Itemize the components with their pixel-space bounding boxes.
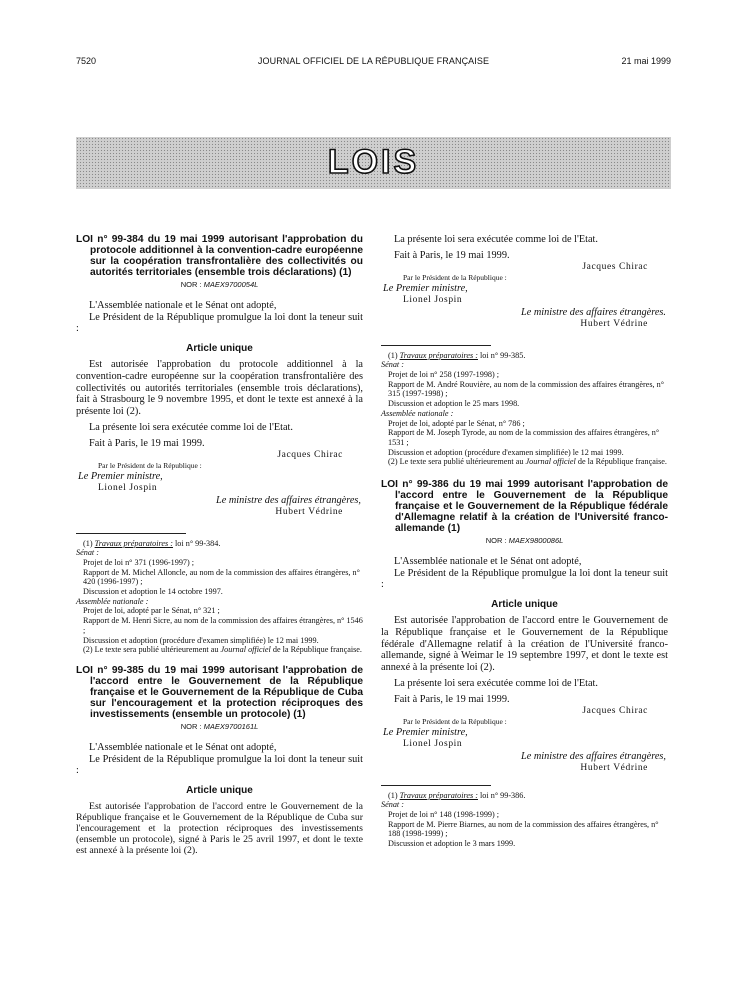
- minister-title: Le ministre des affaires étrangères,: [520, 750, 666, 762]
- footnote-1: (1) Travaux préparatoires : loi n° 99-384.: [83, 538, 221, 548]
- law-title: LOI n° 99-385 du 19 mai 1999 autorisant l'approbation de l'accord entre le Gouvernement de la République française et le Gouvernement de la République de Cuba sur l'encouragement et la protection réciproques des investissements (ensemble un protocole) (1): [76, 664, 363, 720]
- prime-minister-name: Lionel Jospin: [403, 739, 463, 750]
- footnote-1: (1) Travaux préparatoires : loi n° 99-385.: [388, 350, 526, 360]
- journal-title: JOURNAL OFFICIEL DE LA RÉPUBLIQUE FRANÇAISE: [257, 56, 490, 66]
- law-promulgation: Le Président de la République promulgue la loi dont la teneur suit :: [76, 311, 363, 335]
- page-number: 7520: [76, 56, 97, 66]
- by-president: Par le Président de la République :: [403, 273, 507, 283]
- execution-clause: La présente loi sera exécutée comme loi de l'Etat.: [394, 234, 598, 245]
- law-promulgation: Le Président de la République promulgue la loi dont la teneur suit :: [381, 567, 668, 591]
- footnote-2-tail: de la République française.: [577, 457, 667, 467]
- assemblee-heading: Assemblée nationale :: [381, 408, 454, 418]
- senat-item: Discussion et adoption le 14 octobre 1997.: [83, 587, 223, 597]
- footnote-label: Travaux préparatoires :: [399, 790, 478, 800]
- signing-place-date: Fait à Paris, le 19 mai 1999.: [394, 249, 510, 261]
- execution-clause: La présente loi sera exécutée comme loi de l'Etat.: [89, 421, 293, 433]
- law-intro: L'Assemblée nationale et le Sénat ont adopté,: [89, 741, 277, 753]
- prime-minister-title: Le Premier ministre,: [383, 727, 468, 739]
- minister-title: Le ministre des affaires étrangères.: [520, 306, 666, 318]
- footnote-value: loi n° 99-386.: [480, 790, 526, 800]
- footnotes: [76, 539, 363, 655]
- footnote-label: Travaux préparatoires :: [94, 538, 173, 548]
- footnote-2-tail: de la République française.: [272, 645, 362, 655]
- nor-label: NOR :: [180, 721, 202, 731]
- footnotes: [381, 791, 668, 849]
- minister-title: Le ministre des affaires étrangères,: [215, 494, 361, 506]
- section-title: LOIS: [327, 143, 420, 181]
- senat-item: Discussion et adoption le 25 mars 1998.: [388, 399, 520, 409]
- footnote-2-text: (2) Le texte sera publié ultérieurement au: [83, 645, 219, 655]
- left-column: [76, 234, 363, 856]
- assemblee-heading: Assemblée nationale :: [76, 596, 149, 606]
- article-heading: Article unique: [186, 785, 253, 797]
- senat-item: Rapport de M. Pierre Biarnes, au nom de la commission des affaires étrangères, n° 188 (1998-1999) ;: [388, 819, 659, 839]
- senat-heading: Sénat :: [76, 548, 99, 558]
- nor-label: NOR :: [485, 536, 507, 546]
- section-banner: [76, 137, 671, 189]
- nor-reference: [76, 721, 363, 733]
- assemblee-item: Discussion et adoption (procédure d'examen simplifiée) le 12 mai 1999.: [83, 635, 319, 645]
- article-text: Est autorisée l'approbation de l'accord entre le Gouvernement de la République française et le Gouvernement de la République de Cuba sur l'encouragement et la protection réciproques des investissements (ensemble un protocole), signé à Paris le 25 avril 1997, et dont le texte est annexé à la présente loi (2).: [76, 800, 363, 856]
- footnote-2-text: (2) Le texte sera publié ultérieurement au: [388, 457, 524, 467]
- senat-heading: Sénat :: [381, 800, 404, 810]
- footnote-value: loi n° 99-385.: [480, 350, 526, 360]
- journal-officiel-ref: Journal officiel: [220, 645, 271, 655]
- law-title: LOI n° 99-384 du 19 mai 1999 autorisant l'approbation du protocole additionnel à la convention-cadre européenne sur la coopération transfrontalière des collectivités ou autorités territoriales (ensemble trois déclarations) (1): [76, 234, 363, 278]
- footnote-divider: [76, 533, 186, 534]
- minister-name: Hubert Védrine: [275, 506, 343, 517]
- prime-minister-name: Lionel Jospin: [98, 483, 158, 494]
- footnotes: [381, 351, 668, 467]
- law-intro: L'Assemblée nationale et le Sénat ont adopté,: [394, 555, 582, 567]
- nor-code: MAEX9700054L: [203, 280, 259, 289]
- footnote-divider: [381, 345, 491, 346]
- law-promulgation: Le Président de la République promulgue la loi dont la teneur suit :: [76, 753, 363, 777]
- law-intro: L'Assemblée nationale et le Sénat ont adopté,: [89, 299, 277, 311]
- president-signature: Jacques Chirac: [277, 449, 343, 460]
- nor-code: MAEX9700161L: [203, 721, 259, 731]
- senat-item: Discussion et adoption le 3 mars 1999.: [388, 839, 516, 849]
- issue-date: 21 mai 1999: [621, 56, 671, 66]
- article-heading: Article unique: [186, 343, 253, 355]
- assemblee-item: Rapport de M. Henri Sicre, au nom de la commission des affaires étrangères, n° 1546 ;: [83, 616, 363, 635]
- page-header: [76, 56, 671, 70]
- law-title: LOI n° 99-386 du 19 mai 1999 autorisant l'approbation de l'accord entre le Gouvernement de la République française et le Gouvernement de la République fédérale d'Allemagne relatif à la création de l'Université franco-allemande (1): [381, 479, 668, 535]
- president-signature: Jacques Chirac: [582, 261, 648, 272]
- footnote-value: loi n° 99-384.: [175, 538, 221, 548]
- nor-reference: [76, 279, 363, 291]
- article-heading: Article unique: [491, 599, 558, 611]
- prime-minister-title: Le Premier ministre,: [383, 283, 468, 295]
- assemblee-item: Discussion et adoption (procédure d'examen simplifiée) le 12 mai 1999.: [388, 447, 624, 457]
- footnote-divider: [381, 785, 491, 786]
- senat-item: Rapport de M. André Rouvière, au nom de la commission des affaires étrangères, n° 315 (1997-1998) ;: [388, 379, 664, 399]
- by-president: Par le Président de la République :: [98, 461, 202, 471]
- footnote-1: (1) Travaux préparatoires : loi n° 99-386.: [388, 790, 526, 800]
- president-signature: Jacques Chirac: [582, 705, 648, 716]
- article-text: Est autorisée l'approbation du protocole additionnel à la convention-cadre européenne sur la coopération transfrontalière des collectivités ou autorités territoriales (ensemble trois déclarations), fait à Strasbourg le 9 novembre 1995, et dont le texte est annexé à la présente loi (2).: [76, 358, 363, 418]
- assemblee-item: Projet de loi, adopté par le Sénat, n° 786 ;: [388, 418, 525, 428]
- signing-place-date: Fait à Paris, le 19 mai 1999.: [394, 693, 510, 705]
- senat-item: Rapport de M. Michel Alloncle, au nom de la commission des affaires étrangères, n° 420 (1996-1997) ;: [83, 567, 360, 587]
- minister-name: Hubert Védrine: [580, 762, 648, 773]
- nor-reference: [381, 535, 668, 547]
- article-text: Est autorisée l'approbation de l'accord entre le Gouvernement de la République française et le Gouvernement de la République fédérale d'Allemagne relatif à la création de l'Université franco-allemande, signé à Weimar le 19 septembre 1997, et dont le texte est annexé à la présente loi (2).: [381, 615, 668, 674]
- assemblee-item: Projet de loi, adopté par le Sénat, n° 321 ;: [83, 606, 220, 616]
- senat-item: Projet de loi n° 148 (1998-1999) ;: [388, 809, 500, 819]
- assemblee-item: Rapport de M. Joseph Tyrode, au nom de la commission des affaires étrangères, n° 1531 ;: [388, 428, 660, 447]
- senat-item: Projet de loi n° 371 (1996-1997) ;: [83, 557, 195, 567]
- footnote-2: [381, 457, 668, 467]
- prime-minister-title: Le Premier ministre,: [78, 471, 163, 483]
- right-column: [381, 234, 668, 849]
- senat-heading: Sénat :: [381, 360, 404, 370]
- minister-name: Hubert Védrine: [580, 318, 648, 329]
- signing-place-date: Fait à Paris, le 19 mai 1999.: [89, 437, 205, 449]
- by-president: Par le Président de la République :: [403, 717, 507, 727]
- journal-officiel-ref: Journal officiel: [525, 457, 576, 467]
- footnote-label: Travaux préparatoires :: [399, 350, 478, 360]
- nor-label: NOR :: [180, 280, 202, 289]
- execution-clause: La présente loi sera exécutée comme loi de l'Etat.: [394, 677, 598, 689]
- nor-code: MAEX9800086L: [508, 536, 564, 546]
- footnote-2: [76, 645, 363, 655]
- senat-item: Projet de loi n° 258 (1997-1998) ;: [388, 369, 500, 379]
- prime-minister-name: Lionel Jospin: [403, 295, 463, 306]
